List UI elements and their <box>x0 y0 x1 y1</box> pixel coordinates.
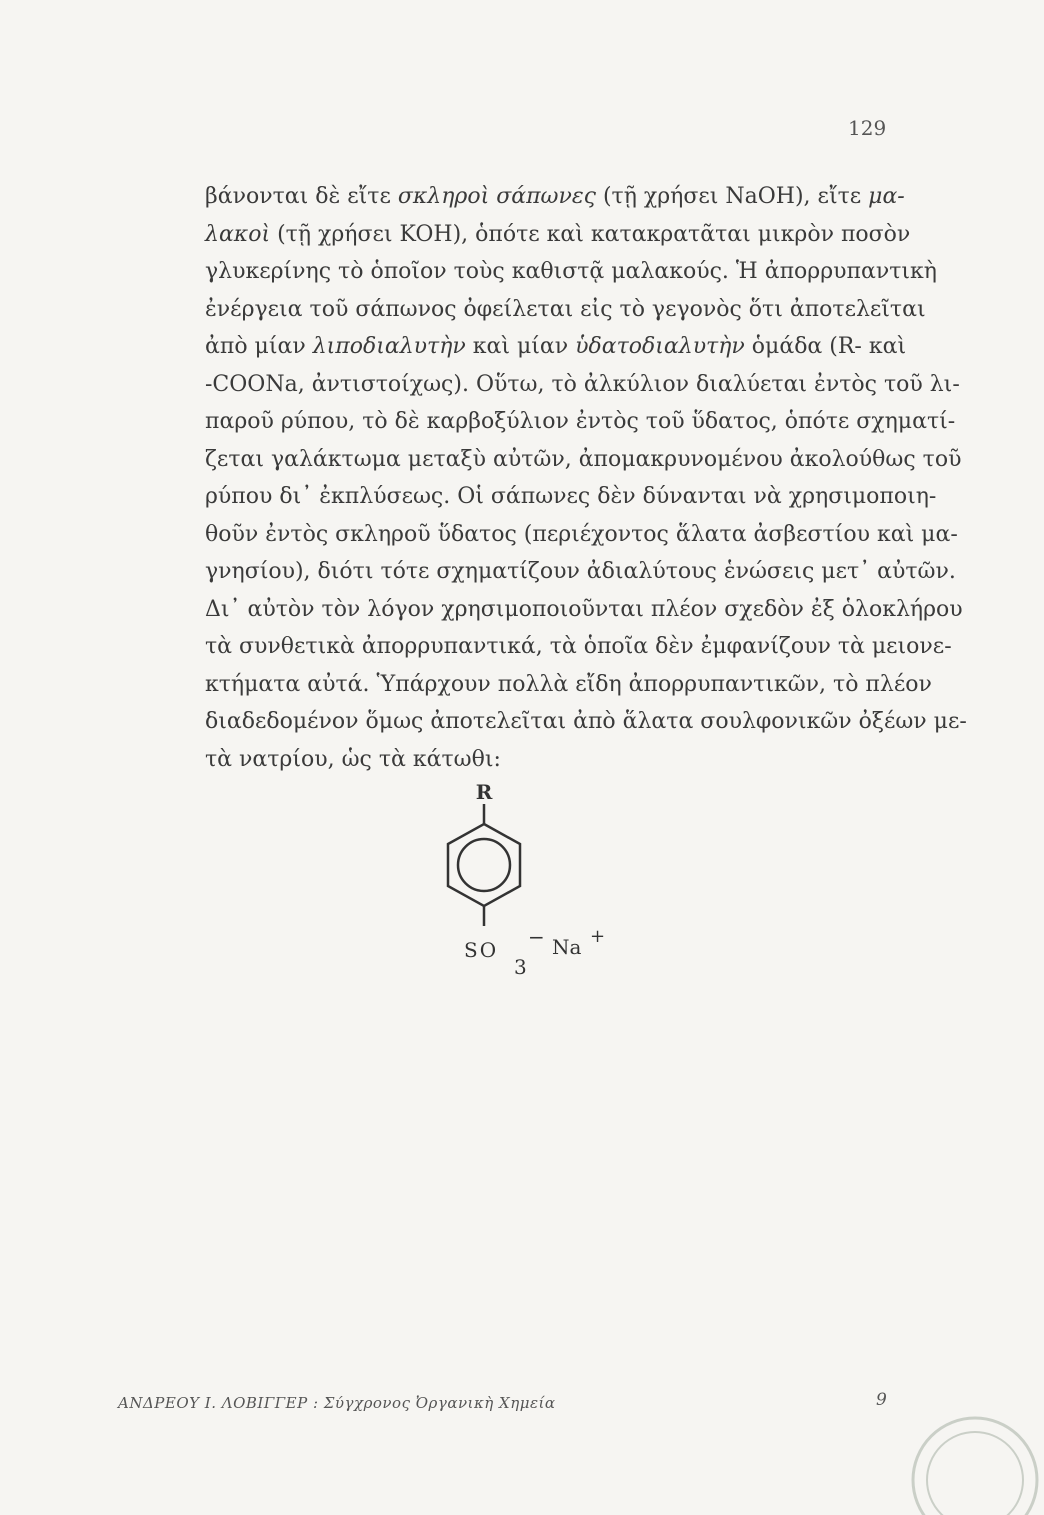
text-segment: βάνονται δὲ εἴτε <box>205 184 398 209</box>
text-segment: ἀπὸ μίαν <box>205 334 313 359</box>
text-line <box>205 666 932 704</box>
text-segment: διαδεδομένον ὅμως ἀποτελεῖται ἀπὸ ἅλατα σουλφονικῶν ὀξέων με- <box>205 709 967 734</box>
text-segment: (τῇ χρήσει KOH), ὁπότε καὶ κατακρατᾶται μικρὸν ποσὸν <box>270 221 911 247</box>
text-segment: παροῦ ρύπου, τὸ δὲ καρβοξύλιον ἐντὸς τοῦ ὕδατος, ὁπότε σχηματί- <box>205 409 956 434</box>
text-segment: -COONa, ἀντιστοίχως). Οὕτω, τὸ ἀλκύλιον διαλύεται ἐντὸς τοῦ λι- <box>205 371 960 397</box>
text-line <box>205 478 937 516</box>
structure-substituent: R <box>475 780 493 804</box>
text-segment: γνησίου), διότι τότε σχηματίζουν ἀδιαλύτους ἑνώσεις μετ᾿ αὐτῶν. <box>205 559 956 584</box>
text-line <box>205 253 937 291</box>
footer-author-title: ΑΝΔΡΕΟΥ Ι. ΛΟΒΙΓΓΕΡ : Σύγχρονος Ὀργανικὴ Χημεία <box>118 1394 556 1412</box>
italic-term: λακοὶ <box>205 221 271 247</box>
text-line <box>205 291 926 329</box>
text-segment: καὶ μίαν <box>465 334 576 359</box>
sulfonate-structure <box>420 780 620 980</box>
text-segment: κτήματα αὐτά. Ὑπάρχουν πολλὰ εἴδη ἀπορρυπαντικῶν, τὸ πλέον <box>205 671 932 697</box>
sodium-charge: + <box>590 926 606 947</box>
italic-term: μα- <box>868 184 905 209</box>
library-stamp <box>900 1405 1044 1515</box>
text-line <box>205 553 956 591</box>
page-number: 129 <box>848 116 887 140</box>
footer-signature-number: 9 <box>876 1390 887 1410</box>
text-line <box>205 366 960 404</box>
text-line <box>205 328 907 366</box>
sulfonate-charge: − <box>528 925 545 949</box>
text-line <box>205 516 958 554</box>
italic-term: ὑδατοδιαλυτὴν <box>575 334 745 359</box>
text-segment: ρύπου δι᾿ ἐκπλύσεως. Οἱ σάπωνες δὲν δύνανται νὰ χρησιμοποιη- <box>205 484 937 509</box>
text-line <box>205 741 895 779</box>
text-segment: τὰ συνθετικὰ ἀπορρυπαντικά, τὰ ὁποῖα δὲν ἐμφανίζουν τὰ μειονε- <box>205 634 952 659</box>
text-line <box>205 178 905 216</box>
sulfonate-subscript: 3 <box>514 955 527 979</box>
text-line <box>205 628 952 666</box>
aromatic-circle <box>458 839 510 891</box>
text-line <box>205 216 911 254</box>
text-line <box>205 591 963 629</box>
body-text <box>205 178 967 778</box>
text-line <box>205 703 967 741</box>
text-segment: θοῦν ἐντὸς σκληροῦ ὕδατος (περιέχοντος ἅλατα ἀσβεστίου καὶ μα- <box>205 521 958 547</box>
italic-term: λιποδιαλυτὴν <box>312 334 466 359</box>
text-segment: ζεται γαλάκτωμα μεταξὺ αὐτῶν, ἀπομακρυνομένου ἀκολούθως τοῦ <box>205 446 962 472</box>
text-segment: ὁμάδα (R- καὶ <box>744 334 907 359</box>
text-line <box>205 441 962 479</box>
text-segment: (τῇ χρήσει NaOH), εἴτε <box>595 184 869 209</box>
text-segment: Δι᾿ αὐτὸν τὸν λόγον χρησιμοποιοῦνται πλέον σχεδὸν ἐξ ὁλοκλήρου <box>205 596 963 622</box>
italic-term: σκληροὶ σάπωνες <box>397 184 596 209</box>
text-segment: γλυκερίνης τὸ ὁποῖον τοὺς καθιστᾷ μαλακούς. Ἡ ἀπορρυπαντικὴ <box>205 259 937 284</box>
text-segment: τὰ νατρίου, ὡς τὰ κάτωθι: <box>205 746 501 772</box>
text-line <box>205 403 956 441</box>
text-segment: ἐνέργεια τοῦ σάπωνος ὀφείλεται εἰς τὸ γεγονὸς ὅτι ἀποτελεῖται <box>205 296 926 322</box>
sulfonate-group: SO <box>464 938 499 962</box>
sodium-ion: Na <box>552 935 582 959</box>
